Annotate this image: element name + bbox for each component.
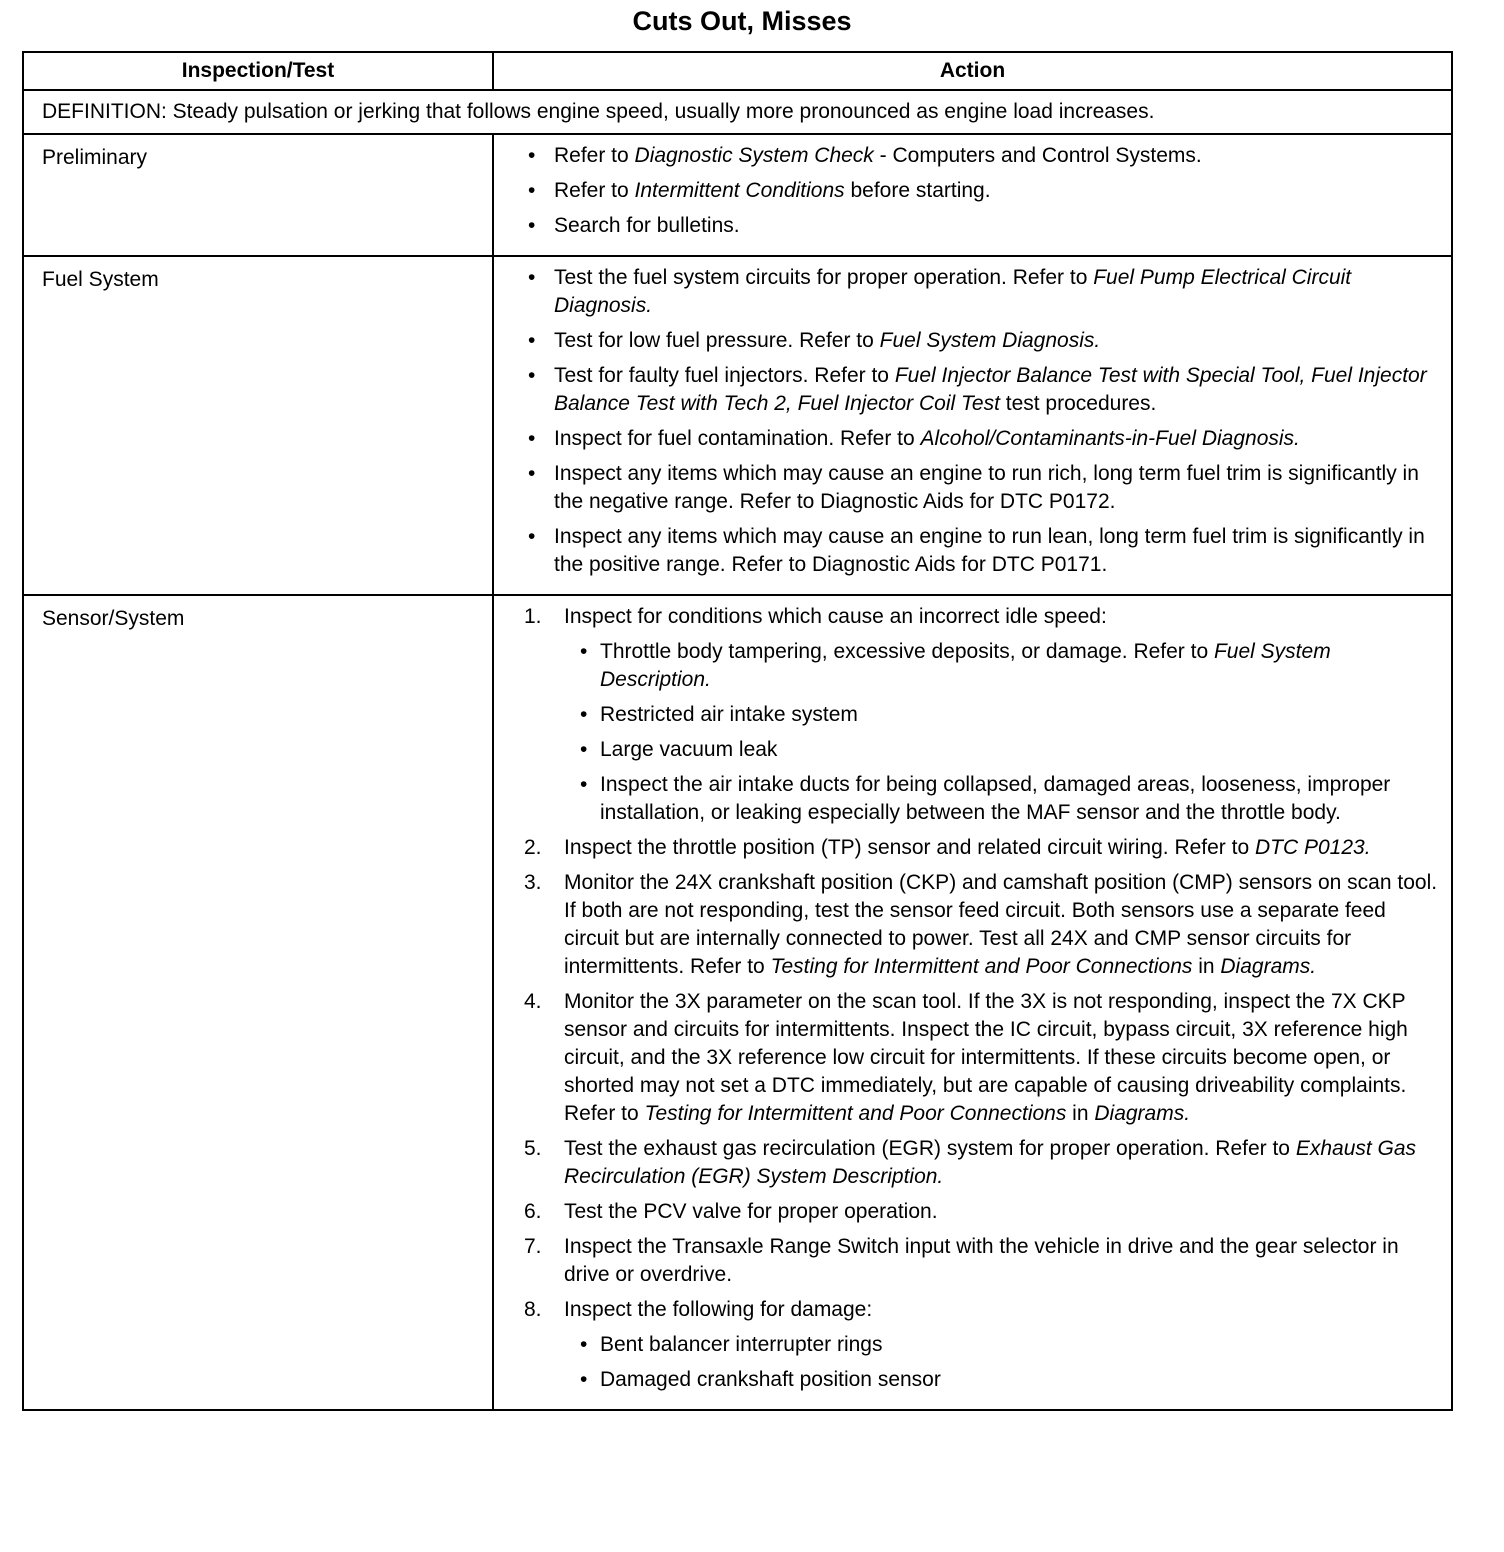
text-segment: Inspect any items which may cause an engine to run rich, long term fuel trim is significantly in the negative range. Refer to Diagnostic Aids for DTC P0172. (554, 462, 1419, 513)
bullet-item (524, 523, 1441, 579)
numbered-step (524, 1233, 1441, 1289)
step-number: 1. (524, 605, 542, 628)
bullet-icon: • (528, 266, 536, 289)
bullet-item (524, 362, 1441, 418)
diagnostic-table (22, 51, 1453, 1411)
table-row (23, 134, 1452, 256)
sub-list (564, 638, 1441, 827)
text-segment: Fuel System Diagnosis. (879, 329, 1101, 352)
step-number: 3. (524, 871, 542, 894)
text-segment: Fuel Pump Electrical Circuit Diagnosis. (554, 266, 1352, 317)
text-segment: Bent balancer interrupter rings (600, 1333, 883, 1356)
definition-text: DEFINITION: Steady pulsation or jerking that follows engine speed, usually more pronounced as engine load increases. (23, 90, 1452, 134)
numbered-step (524, 834, 1441, 862)
text-segment: Large vacuum leak (600, 738, 778, 761)
bullet-icon: • (528, 329, 536, 352)
text-segment: Refer to (554, 179, 635, 202)
inspection-label: Preliminary (23, 134, 493, 256)
numbered-step (524, 1296, 1441, 1394)
text-segment: before starting. (844, 179, 991, 202)
text-segment: Intermittent Conditions (634, 179, 845, 202)
table-header-row (23, 52, 1452, 90)
text-segment: in (1192, 955, 1221, 978)
bullet-item (524, 212, 1441, 240)
sub-bullet-item (570, 701, 1441, 729)
text-segment: Fuel System Description. (600, 640, 1331, 691)
text-segment: Damaged crankshaft position sensor (600, 1368, 941, 1391)
text-segment: Fuel Injector Balance Test with Special Tool, Fuel Injector Balance Test with Tech 2, Fuel Injector Coil Test (554, 364, 1427, 415)
sub-bullet-item (570, 1366, 1441, 1394)
bullet-icon: • (580, 773, 588, 796)
sub-bullet-item (570, 1331, 1441, 1359)
text-segment: - Computers and Control Systems. (873, 144, 1202, 167)
step-number: 6. (524, 1200, 542, 1223)
text-segment: Inspect any items which may cause an engine to run lean, long term fuel trim is significantly in the positive range. Refer to Diagnostic Aids for DTC P0171. (554, 525, 1425, 576)
step-number: 5. (524, 1137, 542, 1160)
text-segment: Inspect the Transaxle Range Switch input with the vehicle in drive and the gear selector in drive or overdrive. (564, 1235, 1399, 1286)
text-segment: Monitor the 24X crankshaft position (CKP) and camshaft position (CMP) sensors on scan tool. If both are not responding, test the sensor feed circuit. Both sensors use a separate feed circuit but are internally connected to power. Test all 24X and CMP sensor circuits for intermittents. Refer to (564, 871, 1438, 978)
header-action: Action (493, 52, 1452, 90)
bullet-item (524, 264, 1441, 320)
step-number: 8. (524, 1298, 542, 1321)
text-segment: Diagnostic System Check (634, 144, 874, 167)
numbered-step (524, 869, 1441, 981)
action-cell (493, 134, 1452, 256)
step-number: 2. (524, 836, 542, 859)
text-segment: Monitor the 3X parameter on the scan tool. If the 3X is not responding, inspect the 7X CKP sensor and circuits for intermittents. Inspect the IC circuit, bypass circuit, 3X reference high circuit, and the 3X reference low circuit for intermittents. If these circuits become open, or shorted may not set a DTC immediately, but are capable of causing driveability complaints. Refer to (564, 990, 1408, 1125)
bullet-icon: • (580, 640, 588, 663)
text-segment: Throttle body tampering, excessive deposits, or damage. Refer to (600, 640, 1214, 663)
inspection-label: Fuel System (23, 256, 493, 595)
bullet-item (524, 460, 1441, 516)
bullet-icon: • (528, 427, 536, 450)
numbered-step (524, 988, 1441, 1128)
page-title: Cuts Out, Misses (632, 6, 852, 36)
text-segment: Diagrams. (1220, 955, 1317, 978)
inspection-label: Sensor/System (23, 595, 493, 1410)
bullet-icon: • (528, 462, 536, 485)
bullet-icon: • (580, 703, 588, 726)
text-segment: Exhaust Gas Recirculation (EGR) System Description. (564, 1137, 1417, 1188)
text-segment: Inspect the air intake ducts for being collapsed, damaged areas, looseness, improper installation, or leaking especially between the MAF sensor and the throttle body. (600, 773, 1391, 824)
table-row (23, 256, 1452, 595)
step-number: 7. (524, 1235, 542, 1258)
numbered-step (524, 603, 1441, 827)
bullet-icon: • (580, 738, 588, 761)
text-segment: Alcohol/Contaminants-in-Fuel Diagnosis. (920, 427, 1300, 450)
text-segment: DTC P0123. (1254, 836, 1371, 859)
table-row (23, 595, 1452, 1410)
text-segment: Diagrams. (1094, 1102, 1191, 1125)
bullet-item (524, 327, 1441, 355)
text-segment: Search for bulletins. (554, 214, 740, 237)
text-segment: Inspect the following for damage: (564, 1298, 873, 1321)
text-segment: Testing for Intermittent and Poor Connections (770, 955, 1193, 978)
bullet-icon: • (528, 179, 536, 202)
sub-bullet-item (570, 736, 1441, 764)
numbered-step (524, 1135, 1441, 1191)
action-cell (493, 256, 1452, 595)
text-segment: Restricted air intake system (600, 703, 858, 726)
text-segment: Inspect for fuel contamination. Refer to (554, 427, 921, 450)
text-segment: Test the PCV valve for proper operation. (564, 1200, 938, 1223)
bullet-icon: • (528, 144, 536, 167)
sub-bullet-item (570, 638, 1441, 694)
text-segment: Inspect the throttle position (TP) sensor and related circuit wiring. Refer to (564, 836, 1255, 859)
bullet-icon: • (580, 1333, 588, 1356)
bullet-item (524, 425, 1441, 453)
text-segment: Testing for Intermittent and Poor Connections (644, 1102, 1067, 1125)
bullet-icon: • (528, 525, 536, 548)
sub-bullet-item (570, 771, 1441, 827)
text-segment: Test the fuel system circuits for proper operation. Refer to (554, 266, 1094, 289)
bullet-item (524, 142, 1441, 170)
text-segment: in (1066, 1102, 1095, 1125)
text-segment: Inspect for conditions which cause an incorrect idle speed: (564, 605, 1107, 628)
sub-list (564, 1331, 1441, 1394)
text-segment: Test the exhaust gas recirculation (EGR) system for proper operation. Refer to (564, 1137, 1296, 1160)
text-segment: test procedures. (999, 392, 1157, 415)
bullet-item (524, 177, 1441, 205)
text-segment: Test for faulty fuel injectors. Refer to (554, 364, 895, 387)
bullet-icon: • (528, 214, 536, 237)
bullet-icon: • (580, 1368, 588, 1391)
step-number: 4. (524, 990, 542, 1013)
bullet-icon: • (528, 364, 536, 387)
definition-row (23, 90, 1452, 134)
text-segment: Refer to (554, 144, 635, 167)
text-segment: Test for low fuel pressure. Refer to (554, 329, 880, 352)
action-cell (493, 595, 1452, 1410)
header-inspection-test: Inspection/Test (23, 52, 493, 90)
numbered-step (524, 1198, 1441, 1226)
